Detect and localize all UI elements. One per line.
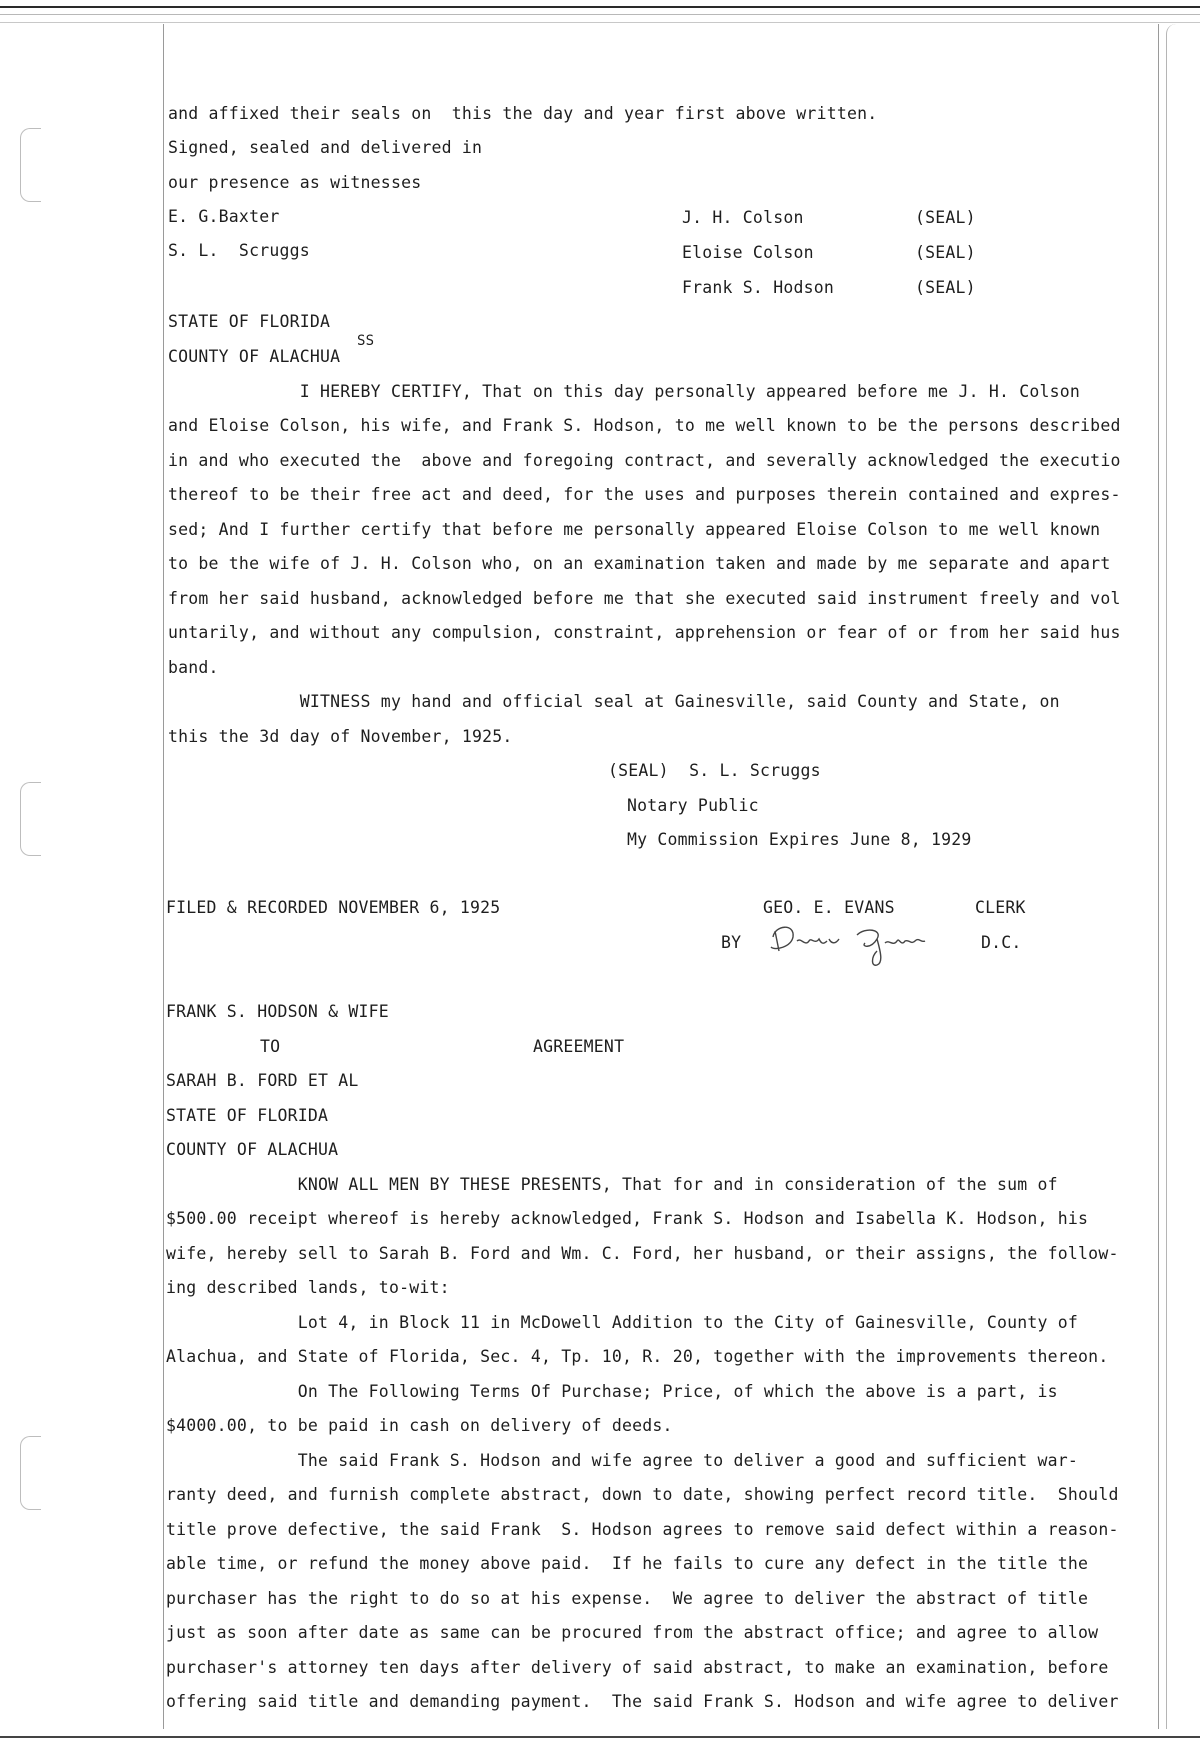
venue-state: STATE OF FLORIDA <box>168 312 331 331</box>
bottom-border-line <box>0 1736 1200 1738</box>
binder-hole-top <box>20 128 41 202</box>
agreement-line: Lot 4, in Block 11 in McDowell Addition to the City of Gainesville, County of <box>166 1313 1079 1332</box>
certificate-line: untarily, and without any compulsion, constraint, apprehension or fear of or from her said hus <box>168 623 1121 642</box>
by-label: BY <box>721 933 742 952</box>
agreement-line: title prove defective, the said Frank S. Hodson agrees to remove said defect within a reason- <box>166 1520 1119 1539</box>
agreement-line: wife, hereby sell to Sarah B. Ford and Wm. C. Ford, her husband, or their assigns, the follow- <box>166 1244 1119 1263</box>
agreement-line: ranty deed, and furnish complete abstract, down to date, showing perfect record title. Should <box>166 1485 1119 1504</box>
certificate-line: thereof to be their free act and deed, for the uses and purposes therein contained and expres- <box>168 485 1121 504</box>
certificate-line: in and who executed the above and foregoing contract, and severally acknowledged the executio <box>168 451 1121 470</box>
signer-seal: (SEAL) <box>915 208 976 227</box>
venue-county: COUNTY OF ALACHUA <box>166 1140 339 1159</box>
certificate-line: sed; And I further certify that before me personally appeared Eloise Colson to me well known <box>168 520 1101 539</box>
signer-name: Eloise Colson <box>682 243 814 262</box>
agreement-to: TO <box>260 1037 281 1056</box>
notary-signature-line: (SEAL) S. L. Scruggs <box>608 761 821 780</box>
left-margin-line <box>163 24 164 1729</box>
filed-recorded: FILED & RECORDED NOVEMBER 6, 1925 <box>166 898 501 917</box>
clerk-name: GEO. E. EVANS <box>763 898 895 917</box>
agreement-grantor: FRANK S. HODSON & WIFE <box>166 1002 389 1021</box>
binder-hole-middle <box>20 782 41 856</box>
certificate-line: I HEREBY CERTIFY, That on this day personally appeared before me J. H. Colson <box>168 382 1081 401</box>
signer-seal: (SEAL) <box>915 278 976 297</box>
venue-ss: SS <box>357 333 375 349</box>
certificate-line: this the 3d day of November, 1925. <box>168 727 513 746</box>
witness-name: S. L. Scruggs <box>168 241 310 260</box>
certificate-line: to be the wife of J. H. Colson who, on an examination taken and made by me separate and apart <box>168 554 1111 573</box>
agreement-line: purchaser has the right to do so at his expense. We agree to deliver the abstract of title <box>166 1589 1089 1608</box>
intro-line-1: and affixed their seals on this the day and year first above written. <box>168 104 878 123</box>
venue-state: STATE OF FLORIDA <box>166 1106 329 1125</box>
agreement-line: able time, or refund the money above paid. If he fails to cure any defect in the title the <box>166 1554 1089 1573</box>
agreement-line: On The Following Terms Of Purchase; Price, of which the above is a part, is <box>166 1382 1058 1401</box>
top-border-line <box>0 6 1200 8</box>
certificate-line: band. <box>168 658 219 677</box>
top-border-line-secondary <box>0 14 1200 15</box>
agreement-line: purchaser's attorney ten days after delivery of said abstract, to make an examination, before <box>166 1658 1109 1677</box>
notary-title: Notary Public <box>627 796 759 815</box>
agreement-line: $500.00 receipt whereof is hereby acknowledged, Frank S. Hodson and Isabella K. Hodson, his <box>166 1209 1089 1228</box>
certificate-line: WITNESS my hand and official seal at Gainesville, said County and State, on <box>168 692 1060 711</box>
deputy-clerk-label: D.C. <box>981 933 1022 952</box>
intro-line-2: Signed, sealed and delivered in <box>168 138 483 157</box>
certificate-line: and Eloise Colson, his wife, and Frank S. Hodson, to me well known to be the persons described <box>168 416 1121 435</box>
clerk-title: CLERK <box>975 898 1026 917</box>
binder-hole-bottom <box>20 1436 41 1510</box>
agreement-line: ing described lands, to-wit: <box>166 1278 450 1297</box>
agreement-line: The said Frank S. Hodson and wife agree to deliver a good and sufficient war- <box>166 1451 1079 1470</box>
agreement-line: $4000.00, to be paid in cash on delivery of deeds. <box>166 1416 673 1435</box>
notary-commission: My Commission Expires June 8, 1929 <box>627 830 972 849</box>
agreement-line: offering said title and demanding payment. The said Frank S. Hodson and wife agree to deliver <box>166 1692 1119 1711</box>
instrument-type: AGREEMENT <box>533 1037 625 1056</box>
signer-seal: (SEAL) <box>915 243 976 262</box>
agreement-line: just as soon after date as same can be procured from the abstract office; and agree to allow <box>166 1623 1099 1642</box>
right-margin-line <box>1158 24 1159 1729</box>
witness-name: E. G.Baxter <box>168 207 280 226</box>
signer-name: J. H. Colson <box>682 208 804 227</box>
signer-name: Frank S. Hodson <box>682 278 835 297</box>
agreement-grantee: SARAH B. FORD ET AL <box>166 1071 359 1090</box>
right-page-edge <box>1166 24 1177 1729</box>
certificate-line: from her said husband, acknowledged before me that she executed said instrument freely and vol <box>168 589 1121 608</box>
agreement-line: KNOW ALL MEN BY THESE PRESENTS, That for and in consideration of the sum of <box>166 1175 1058 1194</box>
intro-line-3: our presence as witnesses <box>168 173 422 192</box>
agreement-line: Alachua, and State of Florida, Sec. 4, Tp. 10, R. 20, together with the improvements thereon. <box>166 1347 1109 1366</box>
deputy-clerk-signature <box>765 917 975 969</box>
venue-county: COUNTY OF ALACHUA <box>168 347 341 366</box>
top-border-line-tertiary <box>0 22 1200 23</box>
